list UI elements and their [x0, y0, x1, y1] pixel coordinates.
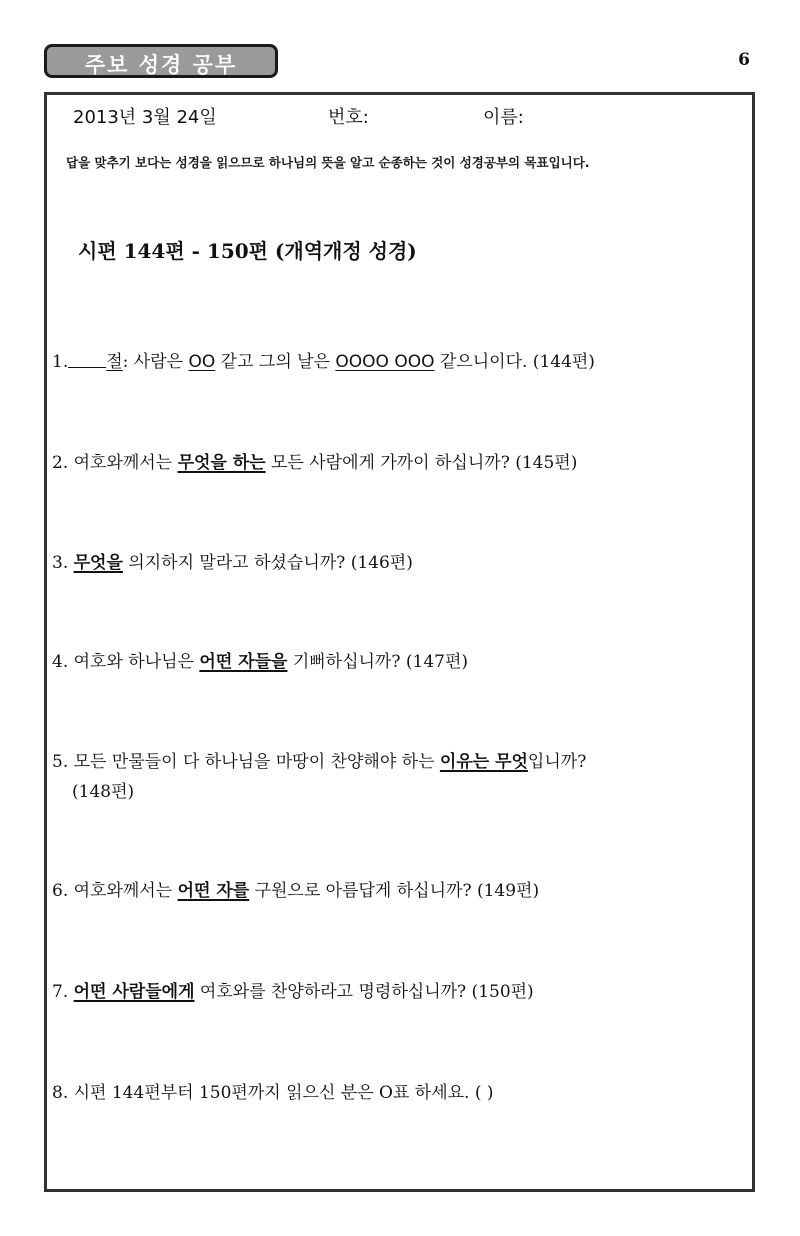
question-3 — [52, 548, 732, 578]
question-keyword: 어떤 자를 — [177, 881, 250, 901]
question-text-continued: (148편) — [72, 782, 135, 802]
answer-blank-2: OOOO OOO — [335, 352, 435, 372]
section-tab-label: 주보 성경 공부 — [84, 53, 238, 77]
question-keyword: 이유는 무엇 — [439, 752, 528, 772]
question-text: 5. 모든 만물들이 다 하나님을 마땅이 찬양해야 하는 — [52, 752, 440, 772]
question-text: 기뻐하십니까? (147편) — [287, 652, 469, 672]
question-text: 4. 여호와 하나님은 — [52, 652, 200, 672]
question-text: : 사람은 — [122, 352, 189, 372]
question-text: 여호와를 찬양하라고 명령하십니까? (150편) — [194, 982, 534, 1002]
date-label: 2013년 3월 24일 — [73, 107, 217, 128]
question-number: 1. — [52, 352, 69, 372]
question-7 — [52, 977, 732, 1007]
question-keyword: 어떤 자들을 — [199, 652, 288, 672]
page-title: 시편 144편 - 150편 (개역개정 성경) — [78, 239, 417, 263]
question-5 — [52, 747, 732, 807]
page-number: 6 — [738, 50, 750, 70]
question-keyword: 무엇을 — [73, 553, 123, 573]
question-text: 의지하지 말라고 하셨습니까? (146편) — [122, 553, 413, 573]
instruction-text: 답을 맞추기 보다는 성경을 읽으므로 하나님의 뜻을 알고 순종하는 것이 성경공부의 목표입니다. — [66, 155, 590, 170]
verse-word: 절 — [106, 352, 123, 372]
question-text: 6. 여호와께서는 — [52, 881, 178, 901]
question-text: 모든 사람에게 가까이 하십니까? (145편) — [265, 453, 578, 473]
answer-blank-1: OO — [188, 352, 216, 372]
question-keyword: 무엇을 하는 — [177, 453, 266, 473]
question-text: 같으니이다. (144편) — [434, 352, 595, 372]
question-text: 3. — [52, 553, 74, 573]
question-text: 2. 여호와께서는 — [52, 453, 178, 473]
question-6 — [52, 876, 732, 906]
question-text: 같고 그의 날은 — [215, 352, 336, 372]
question-1 — [52, 347, 732, 377]
number-label: 번호: — [328, 107, 369, 128]
question-text: 7. — [52, 982, 74, 1002]
question-4 — [52, 647, 732, 677]
question-text: 구원으로 아름답게 하십니까? (149편) — [249, 881, 540, 901]
question-keyword: 어떤 사람들에게 — [73, 982, 195, 1002]
question-text: 8. 시편 144편부터 150편까지 읽으신 분은 O표 하세요. ( ) — [52, 1083, 494, 1103]
question-text: 입니까? — [527, 752, 587, 772]
section-tab — [44, 44, 278, 78]
answer-blank — [68, 351, 106, 368]
question-2 — [52, 448, 732, 478]
question-8 — [52, 1078, 732, 1108]
name-label: 이름: — [483, 107, 524, 128]
